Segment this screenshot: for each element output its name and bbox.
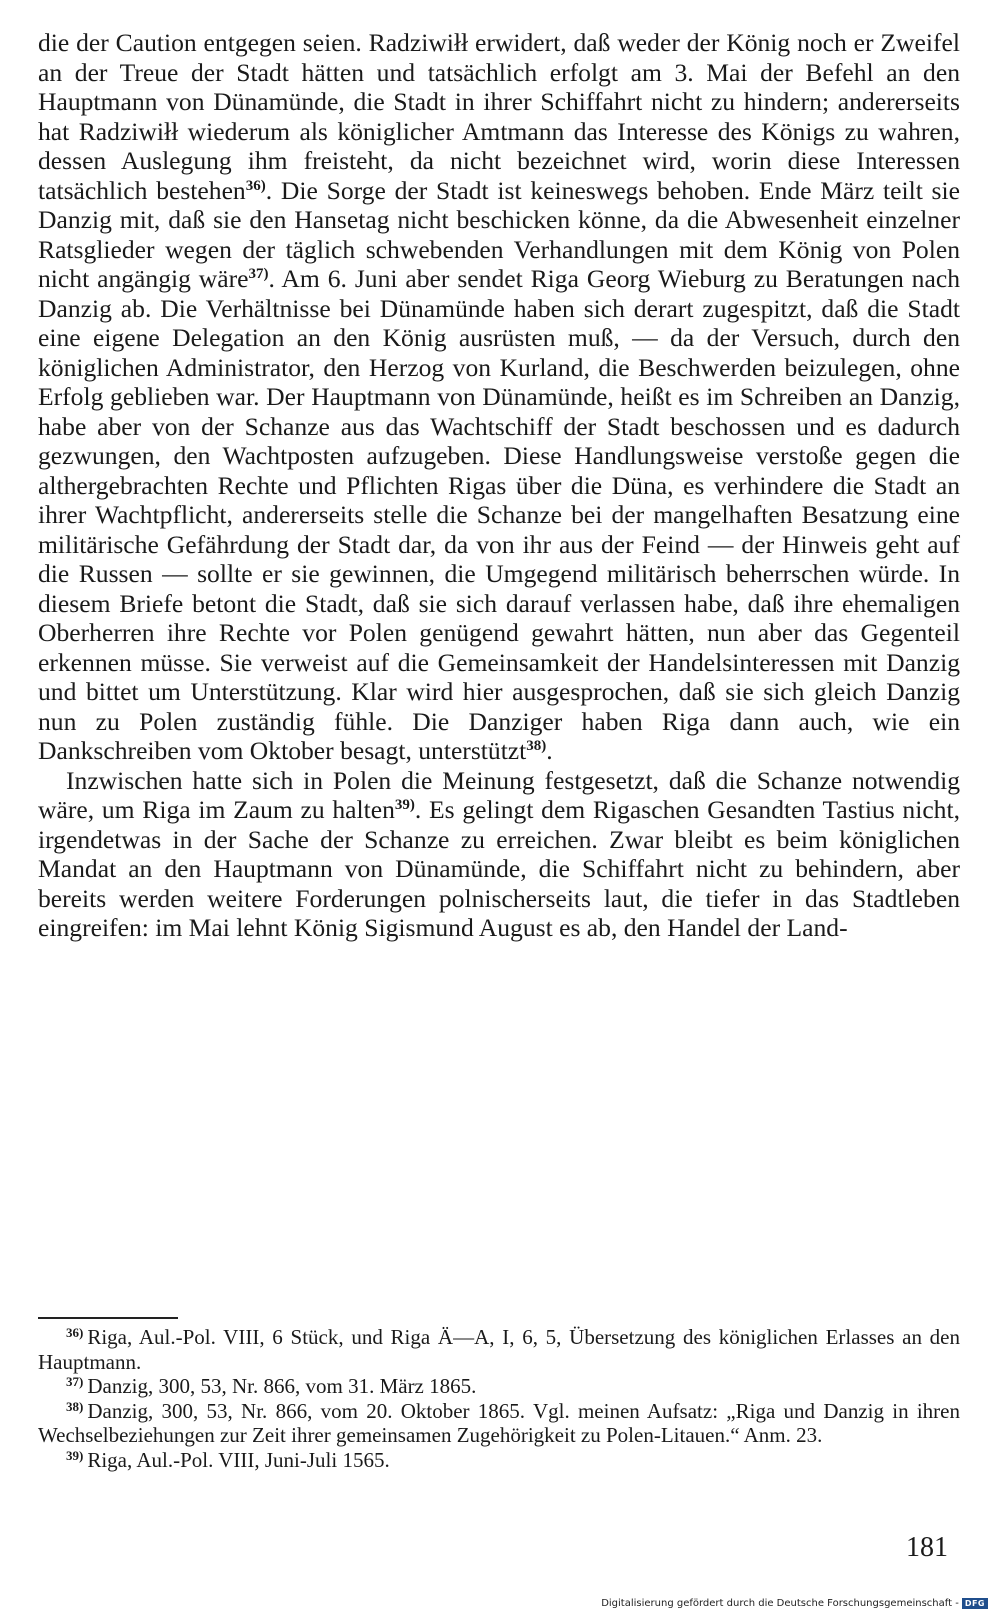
- footnote-text: Danzig, 300, 53, Nr. 866, vom 31. März 1865.: [87, 1374, 477, 1398]
- footnotes: [38, 1325, 960, 1472]
- footnote-text: Danzig, 300, 53, Nr. 866, vom 20. Oktober 1865. Vgl. meinen Aufsatz: „Riga und Danzig in ihren Wechselbeziehungen zur Zeit ihrer gemeinsamen Zugehörigkeit zu Polen-Litauen.“ Anm. 23.: [38, 1398, 960, 1447]
- page-body: [38, 28, 960, 943]
- digitization-credit: [601, 1598, 988, 1609]
- footnote-38: [38, 1399, 960, 1448]
- footnote-36: [38, 1325, 960, 1374]
- footnote-39: [38, 1448, 960, 1473]
- footnote-text: Riga, Aul.-Pol. VIII, 6 Stück, und Riga Ä—A, I, 6, 5, Übersetzung des königlichen Erlasses an den Hauptmann.: [38, 1325, 960, 1374]
- page-number: 181: [906, 1532, 948, 1563]
- paragraph-2: [38, 766, 960, 943]
- paragraph-1-text-1: die der Caution entgegen seien. Radziwiłł erwidert, daß weder der König noch er Zweifel an der Treue der Stadt hätten und tatsächlich erfolgt am 3. Mai der Befehl an den Hauptmann von Dünamünde, die Stadt in ihrer Schiffahrt nicht zu hindern; andererseits hat Radziwiłł wiederum als königlicher Amtmann das Interesse des Königs zu wahren, dessen Auslegung ihm freisteht, da nicht bezeichnet wird, worin diese Interessen tatsächlich bestehen: [38, 28, 960, 205]
- footnote-text: Riga, Aul.-Pol. VIII, Juni-Juli 1565.: [87, 1447, 390, 1472]
- main-text: [38, 28, 960, 943]
- paragraph-1: [38, 28, 960, 766]
- dfg-logo-icon: DFG: [962, 1598, 988, 1609]
- footnote-mark: 36): [66, 1325, 84, 1340]
- paragraph-2-text-1: Inzwischen hatte sich in Polen die Meinung festgesetzt, daß die Schanze notwendig wäre, um Riga im Zaum zu halten: [38, 765, 960, 824]
- paragraph-1-text-4: .: [546, 736, 553, 765]
- footnote-ref-39: 39): [394, 797, 415, 813]
- footnote-37: [38, 1374, 960, 1399]
- paragraph-1-text-2: . Die Sorge der Stadt ist keineswegs behoben. Ende März teilt sie Danzig mit, daß sie den Hansetag nicht beschicken könne, da die Abwesenheit einzelner Ratsglieder wegen der täglich schwebenden Verhandlungen mit dem König von Polen nicht angängig wäre: [38, 175, 960, 293]
- footnote-ref-38: 38): [526, 738, 547, 754]
- credit-text: Digitalisierung gefördert durch die Deutsche Forschungsgemeinschaft -: [601, 1598, 959, 1609]
- paragraph-1-text-3: . Am 6. Juni aber sendet Riga Georg Wieburg zu Beratungen nach Danzig ab. Die Verhältnisse bei Dünamünde haben sich derart zugespitzt, daß die Stadt eine eigene Delegation an den König ausrüsten muß, — da der Versuch, durch den königlichen Administrator, den Herzog von Kurland, die Beschwerden beizulegen, ohne Erfolg geblieben war. Der Hauptmann von Dünamünde, heißt es im Schreiben an Danzig, habe aber von der Schanze aus das Wachtschiff der Stadt beschossen und es dadurch gezwungen, den Wachtposten aufzugeben. Diese Handlungsweise verstoße gegen die althergebrachten Rechte und Pflichten Rigas über die Düna, es verhindere die Stadt an ihrer Wachtpflicht, andererseits stelle die Schanze bei der mangelhaften Besatzung eine militärische Gefährdung der Stadt dar, da von ihr aus der Feind — der Hinweis geht auf die Russen — sollte er sie gewinnen, die Umgegend militärisch beherrschen würde. In diesem Briefe betont die Stadt, daß sie sich darauf verlassen habe, daß ihre ehemaligen Oberherren ihre Rechte vor Polen genügend gewahrt hätten, nun aber das Gegenteil erkennen müsse. Sie verweist auf die Gemeinsamkeit der Handelsinteressen mit Danzig und bittet um Unterstützung. Klar wird hier ausgesprochen, daß sie sich gleich Danzig nun zu Polen zuständig fühle. Die Danziger haben Riga dann auch, wie ein Dankschreiben vom Oktober besagt, unterstützt: [38, 264, 960, 765]
- footnote-ref-36: 36): [245, 177, 266, 194]
- paragraph-2-text-2: . Es gelingt dem Rigaschen Gesandten Tastius nicht, irgendetwas in der Sache der Schanze zu erreichen. Zwar bleibt es beim königlichen Mandat an den Hauptmann von Dünamünde, die Schiffahrt nicht zu behindern, aber bereits werden weitere Forderungen polnischerseits laut, die tiefer in das Stadtleben eingreifen: im Mai lehnt König Sigismund August es ab, den Handel der Land-: [38, 795, 960, 942]
- footnote-mark: 37): [66, 1374, 84, 1389]
- footnote-divider: [38, 1317, 178, 1319]
- footnote-ref-37: 37): [248, 266, 269, 282]
- footnote-mark: 39): [66, 1447, 84, 1463]
- footnote-mark: 38): [66, 1398, 84, 1414]
